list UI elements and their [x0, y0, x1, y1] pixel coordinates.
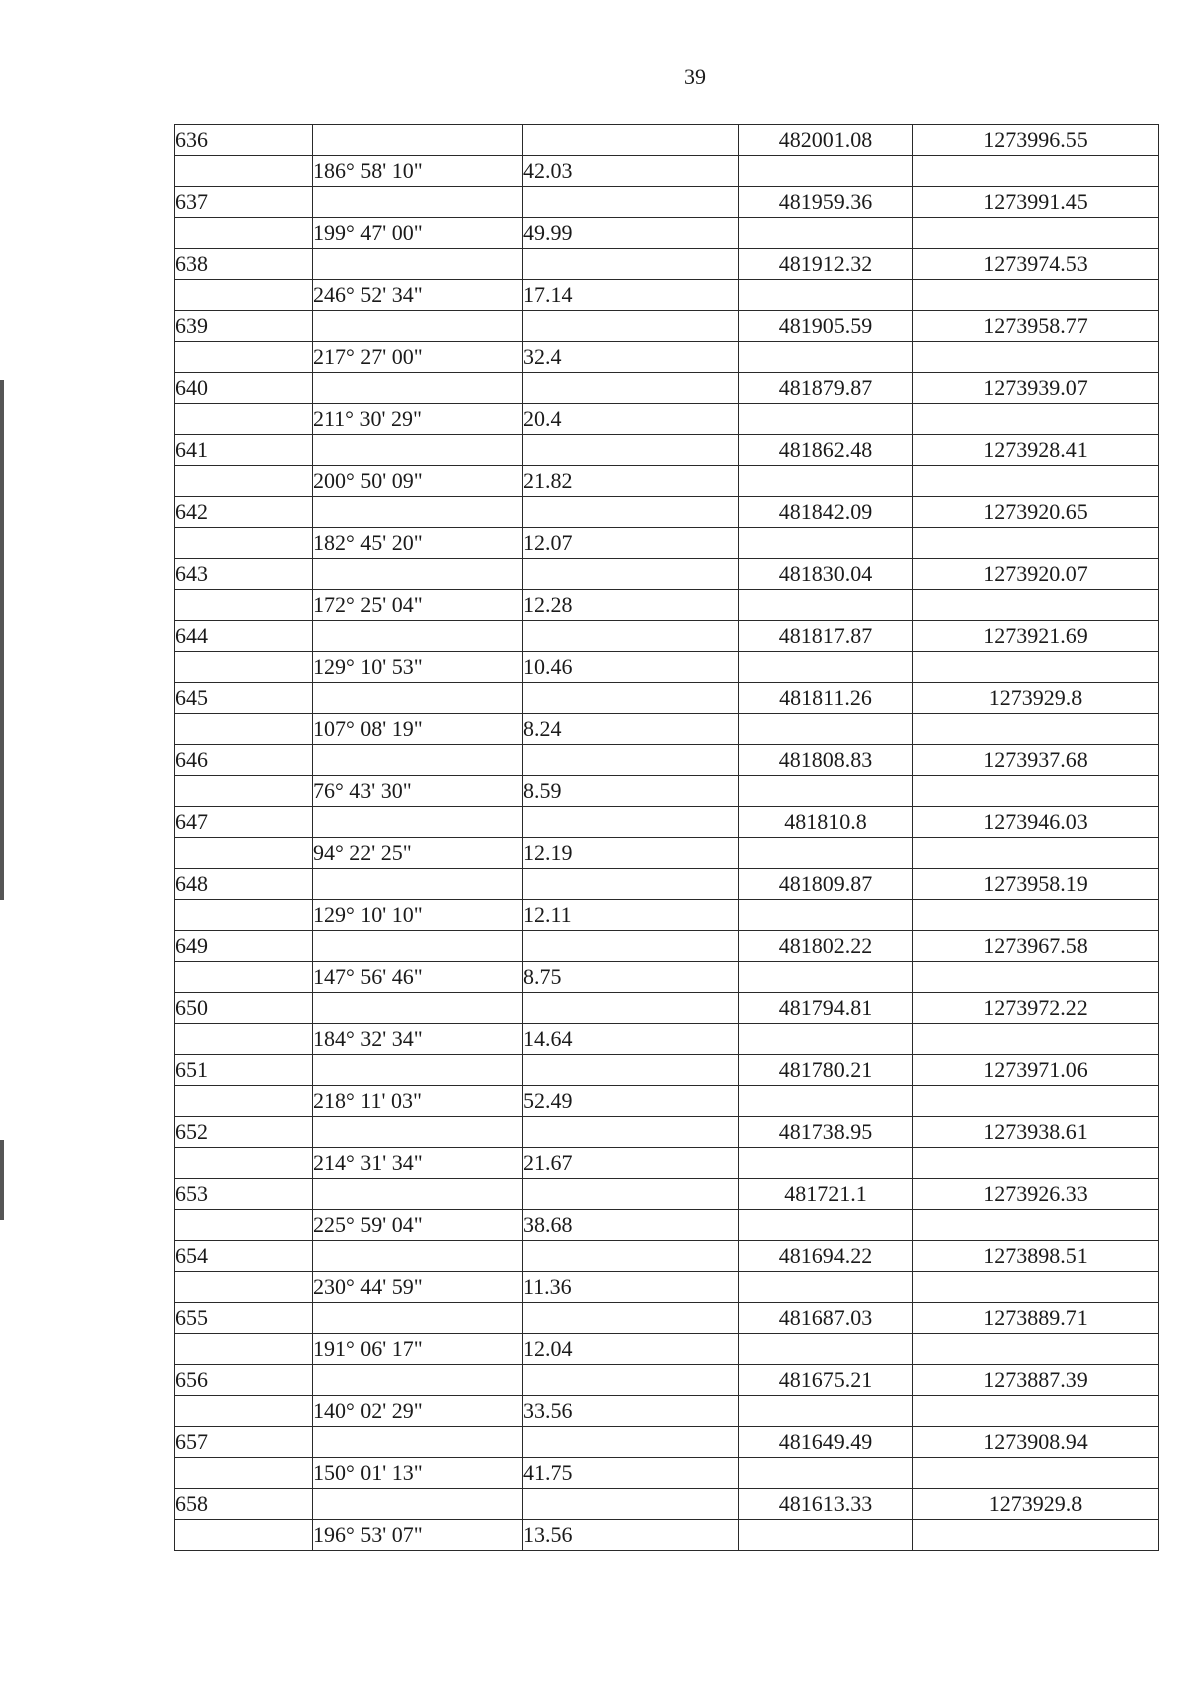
empty-cell — [739, 900, 913, 931]
x-coordinate-cell: 482001.08 — [739, 125, 913, 156]
direction-angle-cell: 246° 52' 34" — [313, 280, 523, 311]
distance-cell: 49.99 — [523, 218, 739, 249]
point-number-cell: 650 — [175, 993, 313, 1024]
page-number: 39 — [684, 64, 706, 89]
empty-cell — [175, 838, 313, 869]
direction-angle-cell: 140° 02' 29" — [313, 1396, 523, 1427]
empty-cell — [175, 1148, 313, 1179]
empty-cell — [313, 1117, 523, 1148]
table-row-point — [175, 1241, 1159, 1272]
table-row-segment — [175, 714, 1159, 745]
y-coordinate-cell: 1273967.58 — [913, 931, 1159, 962]
empty-cell — [523, 559, 739, 590]
table-row-point — [175, 373, 1159, 404]
direction-angle-cell: 225° 59' 04" — [313, 1210, 523, 1241]
empty-cell — [523, 1365, 739, 1396]
coordinates-table-body — [175, 125, 1159, 1551]
distance-cell: 13.56 — [523, 1520, 739, 1551]
empty-cell — [523, 435, 739, 466]
direction-angle-cell: 211° 30' 29" — [313, 404, 523, 435]
direction-angle-cell: 184° 32' 34" — [313, 1024, 523, 1055]
distance-cell: 12.28 — [523, 590, 739, 621]
empty-cell — [523, 807, 739, 838]
y-coordinate-cell: 1273974.53 — [913, 249, 1159, 280]
y-coordinate-cell: 1273929.8 — [913, 1489, 1159, 1520]
table-row-point — [175, 869, 1159, 900]
empty-cell — [175, 1458, 313, 1489]
x-coordinate-cell: 481687.03 — [739, 1303, 913, 1334]
empty-cell — [313, 249, 523, 280]
empty-cell — [313, 435, 523, 466]
x-coordinate-cell: 481817.87 — [739, 621, 913, 652]
empty-cell — [523, 1489, 739, 1520]
empty-cell — [523, 931, 739, 962]
empty-cell — [739, 652, 913, 683]
empty-cell — [913, 218, 1159, 249]
table-row-point — [175, 993, 1159, 1024]
empty-cell — [739, 1210, 913, 1241]
empty-cell — [913, 776, 1159, 807]
empty-cell — [739, 838, 913, 869]
x-coordinate-cell: 481810.8 — [739, 807, 913, 838]
empty-cell — [739, 1272, 913, 1303]
distance-cell: 12.19 — [523, 838, 739, 869]
distance-cell: 52.49 — [523, 1086, 739, 1117]
table-row-point — [175, 435, 1159, 466]
table-row-point — [175, 1365, 1159, 1396]
table-row-segment — [175, 1024, 1159, 1055]
y-coordinate-cell: 1273958.19 — [913, 869, 1159, 900]
empty-cell — [913, 156, 1159, 187]
x-coordinate-cell: 481842.09 — [739, 497, 913, 528]
y-coordinate-cell: 1273972.22 — [913, 993, 1159, 1024]
x-coordinate-cell: 481959.36 — [739, 187, 913, 218]
table-row-point — [175, 931, 1159, 962]
empty-cell — [523, 1303, 739, 1334]
table-row-point — [175, 1489, 1159, 1520]
direction-angle-cell: 172° 25' 04" — [313, 590, 523, 621]
empty-cell — [913, 1272, 1159, 1303]
table-row-segment — [175, 466, 1159, 497]
empty-cell — [313, 1489, 523, 1520]
empty-cell — [175, 1024, 313, 1055]
empty-cell — [739, 1396, 913, 1427]
distance-cell: 17.14 — [523, 280, 739, 311]
empty-cell — [739, 280, 913, 311]
empty-cell — [913, 900, 1159, 931]
empty-cell — [313, 497, 523, 528]
empty-cell — [523, 125, 739, 156]
empty-cell — [913, 1520, 1159, 1551]
empty-cell — [523, 373, 739, 404]
x-coordinate-cell: 481675.21 — [739, 1365, 913, 1396]
y-coordinate-cell: 1273928.41 — [913, 435, 1159, 466]
table-row-segment — [175, 776, 1159, 807]
empty-cell — [913, 528, 1159, 559]
table-row-segment — [175, 404, 1159, 435]
x-coordinate-cell: 481721.1 — [739, 1179, 913, 1210]
x-coordinate-cell: 481905.59 — [739, 311, 913, 342]
empty-cell — [313, 1427, 523, 1458]
empty-cell — [913, 466, 1159, 497]
x-coordinate-cell: 481912.32 — [739, 249, 913, 280]
empty-cell — [313, 1303, 523, 1334]
point-number-cell: 648 — [175, 869, 313, 900]
empty-cell — [175, 1210, 313, 1241]
empty-cell — [313, 993, 523, 1024]
empty-cell — [739, 1458, 913, 1489]
empty-cell — [523, 497, 739, 528]
distance-cell: 32.4 — [523, 342, 739, 373]
point-number-cell: 658 — [175, 1489, 313, 1520]
y-coordinate-cell: 1273996.55 — [913, 125, 1159, 156]
table-row-segment — [175, 1148, 1159, 1179]
scan-edge-mark — [0, 1140, 4, 1220]
y-coordinate-cell: 1273971.06 — [913, 1055, 1159, 1086]
distance-cell: 33.56 — [523, 1396, 739, 1427]
empty-cell — [913, 652, 1159, 683]
empty-cell — [313, 869, 523, 900]
empty-cell — [739, 714, 913, 745]
direction-angle-cell: 186° 58' 10" — [313, 156, 523, 187]
direction-angle-cell: 129° 10' 10" — [313, 900, 523, 931]
y-coordinate-cell: 1273898.51 — [913, 1241, 1159, 1272]
y-coordinate-cell: 1273920.07 — [913, 559, 1159, 590]
direction-angle-cell: 129° 10' 53" — [313, 652, 523, 683]
table-row-point — [175, 125, 1159, 156]
y-coordinate-cell: 1273991.45 — [913, 187, 1159, 218]
distance-cell: 21.67 — [523, 1148, 739, 1179]
point-number-cell: 657 — [175, 1427, 313, 1458]
y-coordinate-cell: 1273937.68 — [913, 745, 1159, 776]
point-number-cell: 647 — [175, 807, 313, 838]
table-row-segment — [175, 1396, 1159, 1427]
x-coordinate-cell: 481780.21 — [739, 1055, 913, 1086]
empty-cell — [913, 1024, 1159, 1055]
direction-angle-cell: 147° 56' 46" — [313, 962, 523, 993]
empty-cell — [175, 528, 313, 559]
table-row-segment — [175, 1272, 1159, 1303]
empty-cell — [913, 838, 1159, 869]
empty-cell — [523, 1117, 739, 1148]
empty-cell — [313, 745, 523, 776]
table-row-point — [175, 187, 1159, 218]
empty-cell — [913, 714, 1159, 745]
y-coordinate-cell: 1273929.8 — [913, 683, 1159, 714]
empty-cell — [523, 1179, 739, 1210]
y-coordinate-cell: 1273887.39 — [913, 1365, 1159, 1396]
point-number-cell: 637 — [175, 187, 313, 218]
point-number-cell: 641 — [175, 435, 313, 466]
table-row-segment — [175, 1458, 1159, 1489]
empty-cell — [913, 1086, 1159, 1117]
empty-cell — [913, 280, 1159, 311]
empty-cell — [175, 218, 313, 249]
x-coordinate-cell: 481879.87 — [739, 373, 913, 404]
table-row-segment — [175, 1086, 1159, 1117]
empty-cell — [739, 1024, 913, 1055]
empty-cell — [313, 1179, 523, 1210]
empty-cell — [913, 342, 1159, 373]
point-number-cell: 656 — [175, 1365, 313, 1396]
direction-angle-cell: 196° 53' 07" — [313, 1520, 523, 1551]
empty-cell — [175, 280, 313, 311]
empty-cell — [175, 342, 313, 373]
point-number-cell: 653 — [175, 1179, 313, 1210]
x-coordinate-cell: 481808.83 — [739, 745, 913, 776]
x-coordinate-cell: 481830.04 — [739, 559, 913, 590]
direction-angle-cell: 76° 43' 30" — [313, 776, 523, 807]
distance-cell: 41.75 — [523, 1458, 739, 1489]
empty-cell — [313, 311, 523, 342]
point-number-cell: 639 — [175, 311, 313, 342]
empty-cell — [913, 1458, 1159, 1489]
table-row-point — [175, 497, 1159, 528]
table-row-point — [175, 1427, 1159, 1458]
y-coordinate-cell: 1273921.69 — [913, 621, 1159, 652]
table-row-segment — [175, 280, 1159, 311]
direction-angle-cell: 182° 45' 20" — [313, 528, 523, 559]
scan-edge-mark — [0, 380, 4, 900]
empty-cell — [313, 559, 523, 590]
distance-cell: 20.4 — [523, 404, 739, 435]
empty-cell — [523, 187, 739, 218]
empty-cell — [913, 590, 1159, 621]
empty-cell — [175, 404, 313, 435]
empty-cell — [523, 1241, 739, 1272]
distance-cell: 12.04 — [523, 1334, 739, 1365]
empty-cell — [175, 1086, 313, 1117]
table-row-segment — [175, 838, 1159, 869]
x-coordinate-cell: 481862.48 — [739, 435, 913, 466]
table-row-segment — [175, 590, 1159, 621]
empty-cell — [739, 1520, 913, 1551]
table-row-point — [175, 1117, 1159, 1148]
table-row-segment — [175, 218, 1159, 249]
direction-angle-cell: 107° 08' 19" — [313, 714, 523, 745]
distance-cell: 21.82 — [523, 466, 739, 497]
point-number-cell: 638 — [175, 249, 313, 280]
table-row-segment — [175, 528, 1159, 559]
empty-cell — [313, 125, 523, 156]
empty-cell — [913, 1334, 1159, 1365]
x-coordinate-cell: 481649.49 — [739, 1427, 913, 1458]
empty-cell — [175, 652, 313, 683]
table-row-point — [175, 683, 1159, 714]
empty-cell — [739, 962, 913, 993]
empty-cell — [523, 745, 739, 776]
empty-cell — [523, 683, 739, 714]
y-coordinate-cell: 1273920.65 — [913, 497, 1159, 528]
table-row-point — [175, 559, 1159, 590]
empty-cell — [739, 218, 913, 249]
table-row-segment — [175, 156, 1159, 187]
empty-cell — [523, 993, 739, 1024]
empty-cell — [175, 1334, 313, 1365]
table-row-segment — [175, 342, 1159, 373]
point-number-cell: 652 — [175, 1117, 313, 1148]
coordinates-table — [174, 124, 1159, 1551]
table-row-segment — [175, 900, 1159, 931]
empty-cell — [739, 342, 913, 373]
x-coordinate-cell: 481809.87 — [739, 869, 913, 900]
table-row-point — [175, 1055, 1159, 1086]
empty-cell — [913, 404, 1159, 435]
distance-cell: 12.11 — [523, 900, 739, 931]
empty-cell — [523, 311, 739, 342]
empty-cell — [313, 931, 523, 962]
y-coordinate-cell: 1273938.61 — [913, 1117, 1159, 1148]
y-coordinate-cell: 1273946.03 — [913, 807, 1159, 838]
point-number-cell: 645 — [175, 683, 313, 714]
empty-cell — [739, 776, 913, 807]
empty-cell — [523, 1055, 739, 1086]
point-number-cell: 649 — [175, 931, 313, 962]
empty-cell — [313, 1241, 523, 1272]
empty-cell — [739, 1086, 913, 1117]
x-coordinate-cell: 481694.22 — [739, 1241, 913, 1272]
direction-angle-cell: 218° 11' 03" — [313, 1086, 523, 1117]
point-number-cell: 644 — [175, 621, 313, 652]
empty-cell — [175, 1396, 313, 1427]
point-number-cell: 646 — [175, 745, 313, 776]
table-row-point — [175, 1179, 1159, 1210]
empty-cell — [523, 621, 739, 652]
distance-cell: 8.24 — [523, 714, 739, 745]
y-coordinate-cell: 1273958.77 — [913, 311, 1159, 342]
table-row-point — [175, 249, 1159, 280]
empty-cell — [913, 1210, 1159, 1241]
x-coordinate-cell: 481738.95 — [739, 1117, 913, 1148]
empty-cell — [523, 249, 739, 280]
distance-cell: 42.03 — [523, 156, 739, 187]
empty-cell — [739, 156, 913, 187]
empty-cell — [739, 1148, 913, 1179]
direction-angle-cell: 214° 31' 34" — [313, 1148, 523, 1179]
empty-cell — [313, 373, 523, 404]
point-number-cell: 654 — [175, 1241, 313, 1272]
direction-angle-cell: 191° 06' 17" — [313, 1334, 523, 1365]
distance-cell: 12.07 — [523, 528, 739, 559]
empty-cell — [739, 1334, 913, 1365]
empty-cell — [313, 187, 523, 218]
empty-cell — [523, 1427, 739, 1458]
empty-cell — [313, 621, 523, 652]
empty-cell — [175, 466, 313, 497]
direction-angle-cell: 230° 44' 59" — [313, 1272, 523, 1303]
table-row-segment — [175, 1210, 1159, 1241]
y-coordinate-cell: 1273908.94 — [913, 1427, 1159, 1458]
x-coordinate-cell: 481794.81 — [739, 993, 913, 1024]
x-coordinate-cell: 481613.33 — [739, 1489, 913, 1520]
empty-cell — [313, 1365, 523, 1396]
table-row-point — [175, 745, 1159, 776]
empty-cell — [175, 962, 313, 993]
distance-cell: 8.75 — [523, 962, 739, 993]
distance-cell: 14.64 — [523, 1024, 739, 1055]
empty-cell — [175, 590, 313, 621]
table-row-segment — [175, 652, 1159, 683]
distance-cell: 11.36 — [523, 1272, 739, 1303]
table-row-point — [175, 311, 1159, 342]
direction-angle-cell: 150° 01' 13" — [313, 1458, 523, 1489]
x-coordinate-cell: 481802.22 — [739, 931, 913, 962]
table-row-point — [175, 1303, 1159, 1334]
point-number-cell: 643 — [175, 559, 313, 590]
table-row-segment — [175, 1520, 1159, 1551]
empty-cell — [913, 1396, 1159, 1427]
empty-cell — [313, 807, 523, 838]
table-row-point — [175, 807, 1159, 838]
table-row-segment — [175, 1334, 1159, 1365]
y-coordinate-cell: 1273889.71 — [913, 1303, 1159, 1334]
point-number-cell: 655 — [175, 1303, 313, 1334]
point-number-cell: 636 — [175, 125, 313, 156]
distance-cell: 38.68 — [523, 1210, 739, 1241]
point-number-cell: 651 — [175, 1055, 313, 1086]
direction-angle-cell: 200° 50' 09" — [313, 466, 523, 497]
distance-cell: 10.46 — [523, 652, 739, 683]
empty-cell — [313, 1055, 523, 1086]
empty-cell — [739, 466, 913, 497]
point-number-cell: 642 — [175, 497, 313, 528]
direction-angle-cell: 217° 27' 00" — [313, 342, 523, 373]
empty-cell — [175, 1272, 313, 1303]
empty-cell — [739, 590, 913, 621]
empty-cell — [175, 1520, 313, 1551]
direction-angle-cell: 94° 22' 25" — [313, 838, 523, 869]
x-coordinate-cell: 481811.26 — [739, 683, 913, 714]
empty-cell — [175, 714, 313, 745]
empty-cell — [739, 528, 913, 559]
y-coordinate-cell: 1273939.07 — [913, 373, 1159, 404]
direction-angle-cell: 199° 47' 00" — [313, 218, 523, 249]
table-row-point — [175, 621, 1159, 652]
empty-cell — [313, 683, 523, 714]
y-coordinate-cell: 1273926.33 — [913, 1179, 1159, 1210]
empty-cell — [913, 962, 1159, 993]
distance-cell: 8.59 — [523, 776, 739, 807]
empty-cell — [739, 404, 913, 435]
empty-cell — [175, 776, 313, 807]
point-number-cell: 640 — [175, 373, 313, 404]
table-row-segment — [175, 962, 1159, 993]
empty-cell — [523, 869, 739, 900]
empty-cell — [175, 156, 313, 187]
empty-cell — [913, 1148, 1159, 1179]
empty-cell — [175, 900, 313, 931]
